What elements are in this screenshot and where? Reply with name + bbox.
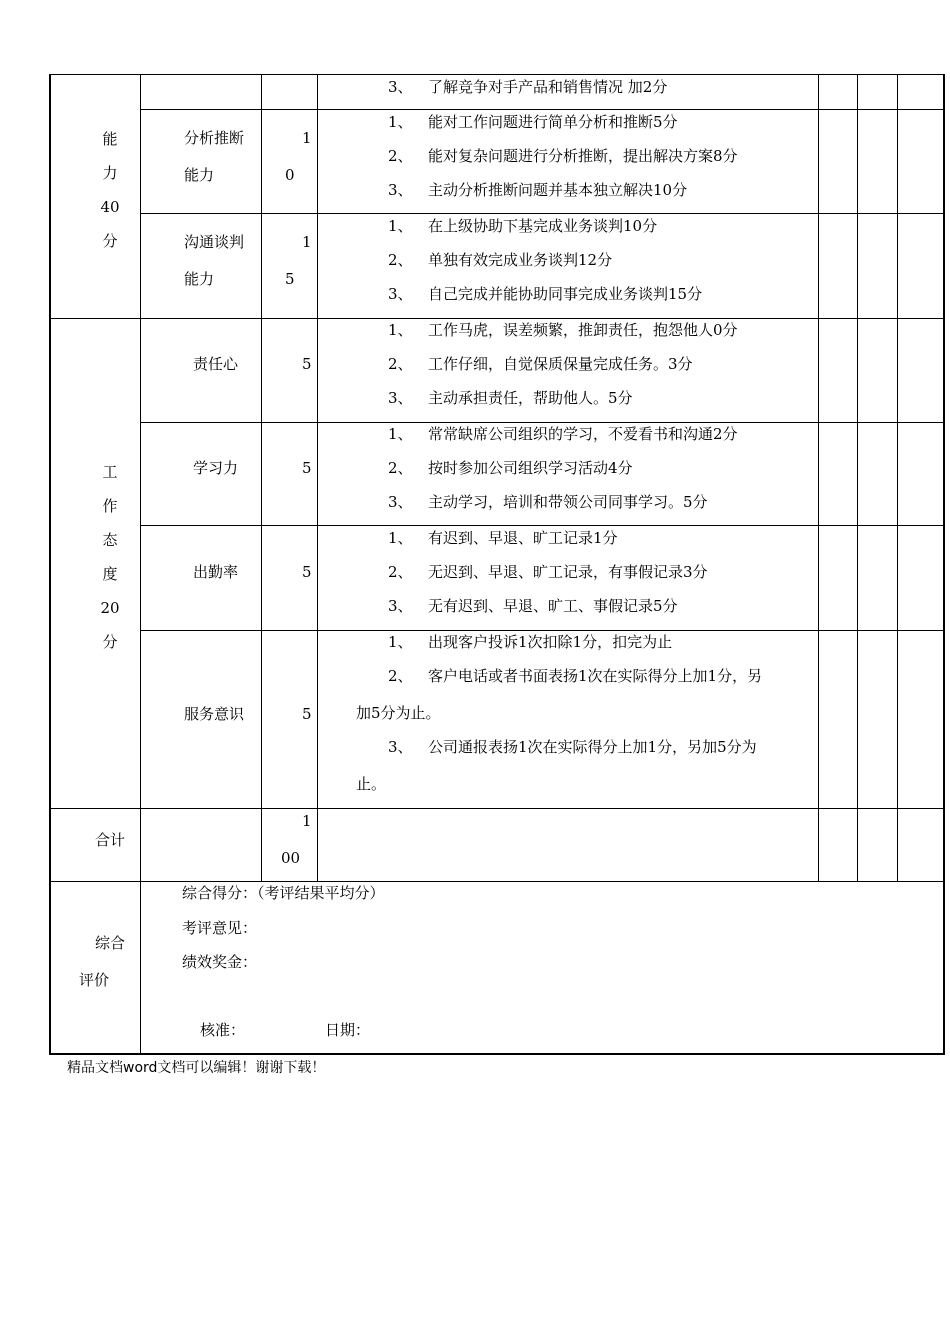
- col-separator-score: [261, 74, 262, 882]
- category-label-attitude-char: 态: [102, 531, 118, 549]
- criteria-number: 3、: [388, 78, 413, 96]
- date-field: 日期：: [325, 1021, 371, 1039]
- total-score: 1: [302, 812, 312, 830]
- criteria-text: 常常缺席公司组织的学习，不爱看书和沟通2分: [428, 425, 738, 443]
- item-score: 5: [302, 563, 312, 581]
- col-separator-mark-3: [897, 74, 898, 882]
- item-name: 学习力: [193, 459, 239, 477]
- criteria-text: 在上级协助下基完成业务谈判10分: [428, 217, 658, 235]
- col-separator-summary: [140, 882, 141, 1054]
- col-separator-mark-2: [857, 74, 858, 882]
- criteria-text: 能对工作问题进行简单分析和推断5分: [428, 113, 678, 131]
- criteria-text: 无有迟到、早退、旷工、事假记录5分: [428, 597, 678, 615]
- criteria-number: 1、: [388, 217, 413, 235]
- criteria-text: 工作仔细，自觉保质保量完成任务。3分: [428, 355, 693, 373]
- criteria-text: 公司通报表扬1次在实际得分上加1分，另加5分为: [428, 738, 757, 756]
- criteria-number: 1、: [388, 633, 413, 651]
- criteria-number: 1、: [388, 425, 413, 443]
- item-score: 1: [302, 129, 312, 147]
- row-sep-service: [49, 808, 944, 809]
- table-top-border: [49, 74, 944, 75]
- criteria-number: 2、: [388, 147, 413, 165]
- evaluation-opinion-field: 考评意见：: [182, 919, 258, 937]
- item-name: 服务意识: [184, 705, 245, 723]
- row-sep-attendance: [140, 630, 944, 631]
- criteria-text: 主动分析推断问题并基本独立解决10分: [428, 181, 688, 199]
- criteria-text: 单独有效完成业务谈判12分: [428, 251, 613, 269]
- row-sep-total: [49, 881, 944, 882]
- summary-label: 评价: [79, 971, 110, 989]
- category-label-attitude-char: 工: [102, 463, 118, 481]
- criteria-text: 按时参加公司组织学习活动4分: [428, 459, 633, 477]
- item-name: 责任心: [193, 355, 239, 373]
- criteria-number: 1、: [388, 113, 413, 131]
- item-name: 沟通谈判: [184, 233, 245, 251]
- criteria-number: 2、: [388, 563, 413, 581]
- criteria-number: 3、: [388, 181, 413, 199]
- category-label-attitude-char: 度: [102, 565, 118, 583]
- item-name: 能力: [184, 166, 215, 184]
- criteria-number: 1、: [388, 321, 413, 339]
- row-sep-partial: [140, 109, 944, 110]
- criteria-text: 出现客户投诉1次扣除1分，扣完为止: [428, 633, 673, 651]
- summary-label: 综合: [95, 934, 126, 952]
- category-label-ability-char: 40: [100, 198, 120, 216]
- criteria-number: 1、: [388, 529, 413, 547]
- table-right-border: [943, 74, 945, 1055]
- criteria-number: 3、: [388, 493, 413, 511]
- criteria-text-continued: 加5分为止。: [356, 704, 441, 722]
- criteria-number: 2、: [388, 355, 413, 373]
- item-name: 能力: [184, 270, 215, 288]
- row-sep-responsibility: [140, 422, 944, 423]
- item-score: 0: [285, 166, 295, 184]
- col-separator-criteria: [317, 74, 318, 882]
- item-score: 5: [302, 705, 312, 723]
- item-name: 分析推断: [184, 129, 245, 147]
- criteria-text: 能对复杂问题进行分析推断，提出解决方案8分: [428, 147, 738, 165]
- criteria-text: 无迟到、早退、旷工记录，有事假记录3分: [428, 563, 708, 581]
- total-label: 合计: [94, 831, 125, 849]
- criteria-text: 自己完成并能协助同事完成业务谈判15分: [428, 285, 703, 303]
- criteria-number: 3、: [388, 285, 413, 303]
- criteria-text: 主动学习，培训和带领公司同事学习。5分: [428, 493, 708, 511]
- col-separator-mark-1: [818, 74, 819, 882]
- row-sep-ability-end: [49, 318, 944, 319]
- criteria-number: 3、: [388, 738, 413, 756]
- row-sep-learning: [140, 525, 944, 526]
- criteria-text-continued: 止。: [356, 775, 387, 793]
- performance-bonus-field: 绩效奖金：: [182, 953, 258, 971]
- criteria-number: 3、: [388, 389, 413, 407]
- criteria-number: 2、: [388, 667, 413, 685]
- item-score: 5: [302, 459, 312, 477]
- item-score: 5: [302, 355, 312, 373]
- criteria-number: 2、: [388, 459, 413, 477]
- category-label-attitude-char: 作: [102, 497, 118, 515]
- category-label-ability-char: 分: [102, 232, 118, 250]
- table-left-border: [49, 74, 51, 1055]
- criteria-text: 客户电话或者书面表扬1次在实际得分上加1分，另: [428, 667, 763, 685]
- category-label-attitude-char: 20: [100, 599, 120, 617]
- criteria-text: 主动承担责任，帮助他人。5分: [428, 389, 633, 407]
- criteria-number: 3、: [388, 597, 413, 615]
- item-name: 出勤率: [193, 563, 239, 581]
- criteria-number: 2、: [388, 251, 413, 269]
- composite-score-field: 综合得分：（考评结果平均分）: [182, 884, 385, 902]
- criteria-text: 工作马虎，误差频繁，推卸责任，抱怨他人0分: [428, 321, 738, 339]
- table-bottom-border: [49, 1053, 945, 1055]
- approval-field: 核准：: [200, 1021, 246, 1039]
- item-score: 5: [285, 270, 295, 288]
- total-score: 00: [281, 849, 301, 867]
- item-score: 1: [302, 233, 312, 251]
- category-label-ability-char: 能: [102, 130, 118, 148]
- criteria-text: 了解竞争对手产品和销售情况 加2分: [428, 78, 668, 96]
- category-label-ability-char: 力: [102, 164, 118, 182]
- criteria-text: 有迟到、早退、旷工记录1分: [428, 529, 618, 547]
- category-label-attitude-char: 分: [102, 633, 118, 651]
- row-sep-analysis: [140, 213, 944, 214]
- footer-note: 精品文档word文档可以编辑！谢谢下载！: [67, 1060, 326, 1076]
